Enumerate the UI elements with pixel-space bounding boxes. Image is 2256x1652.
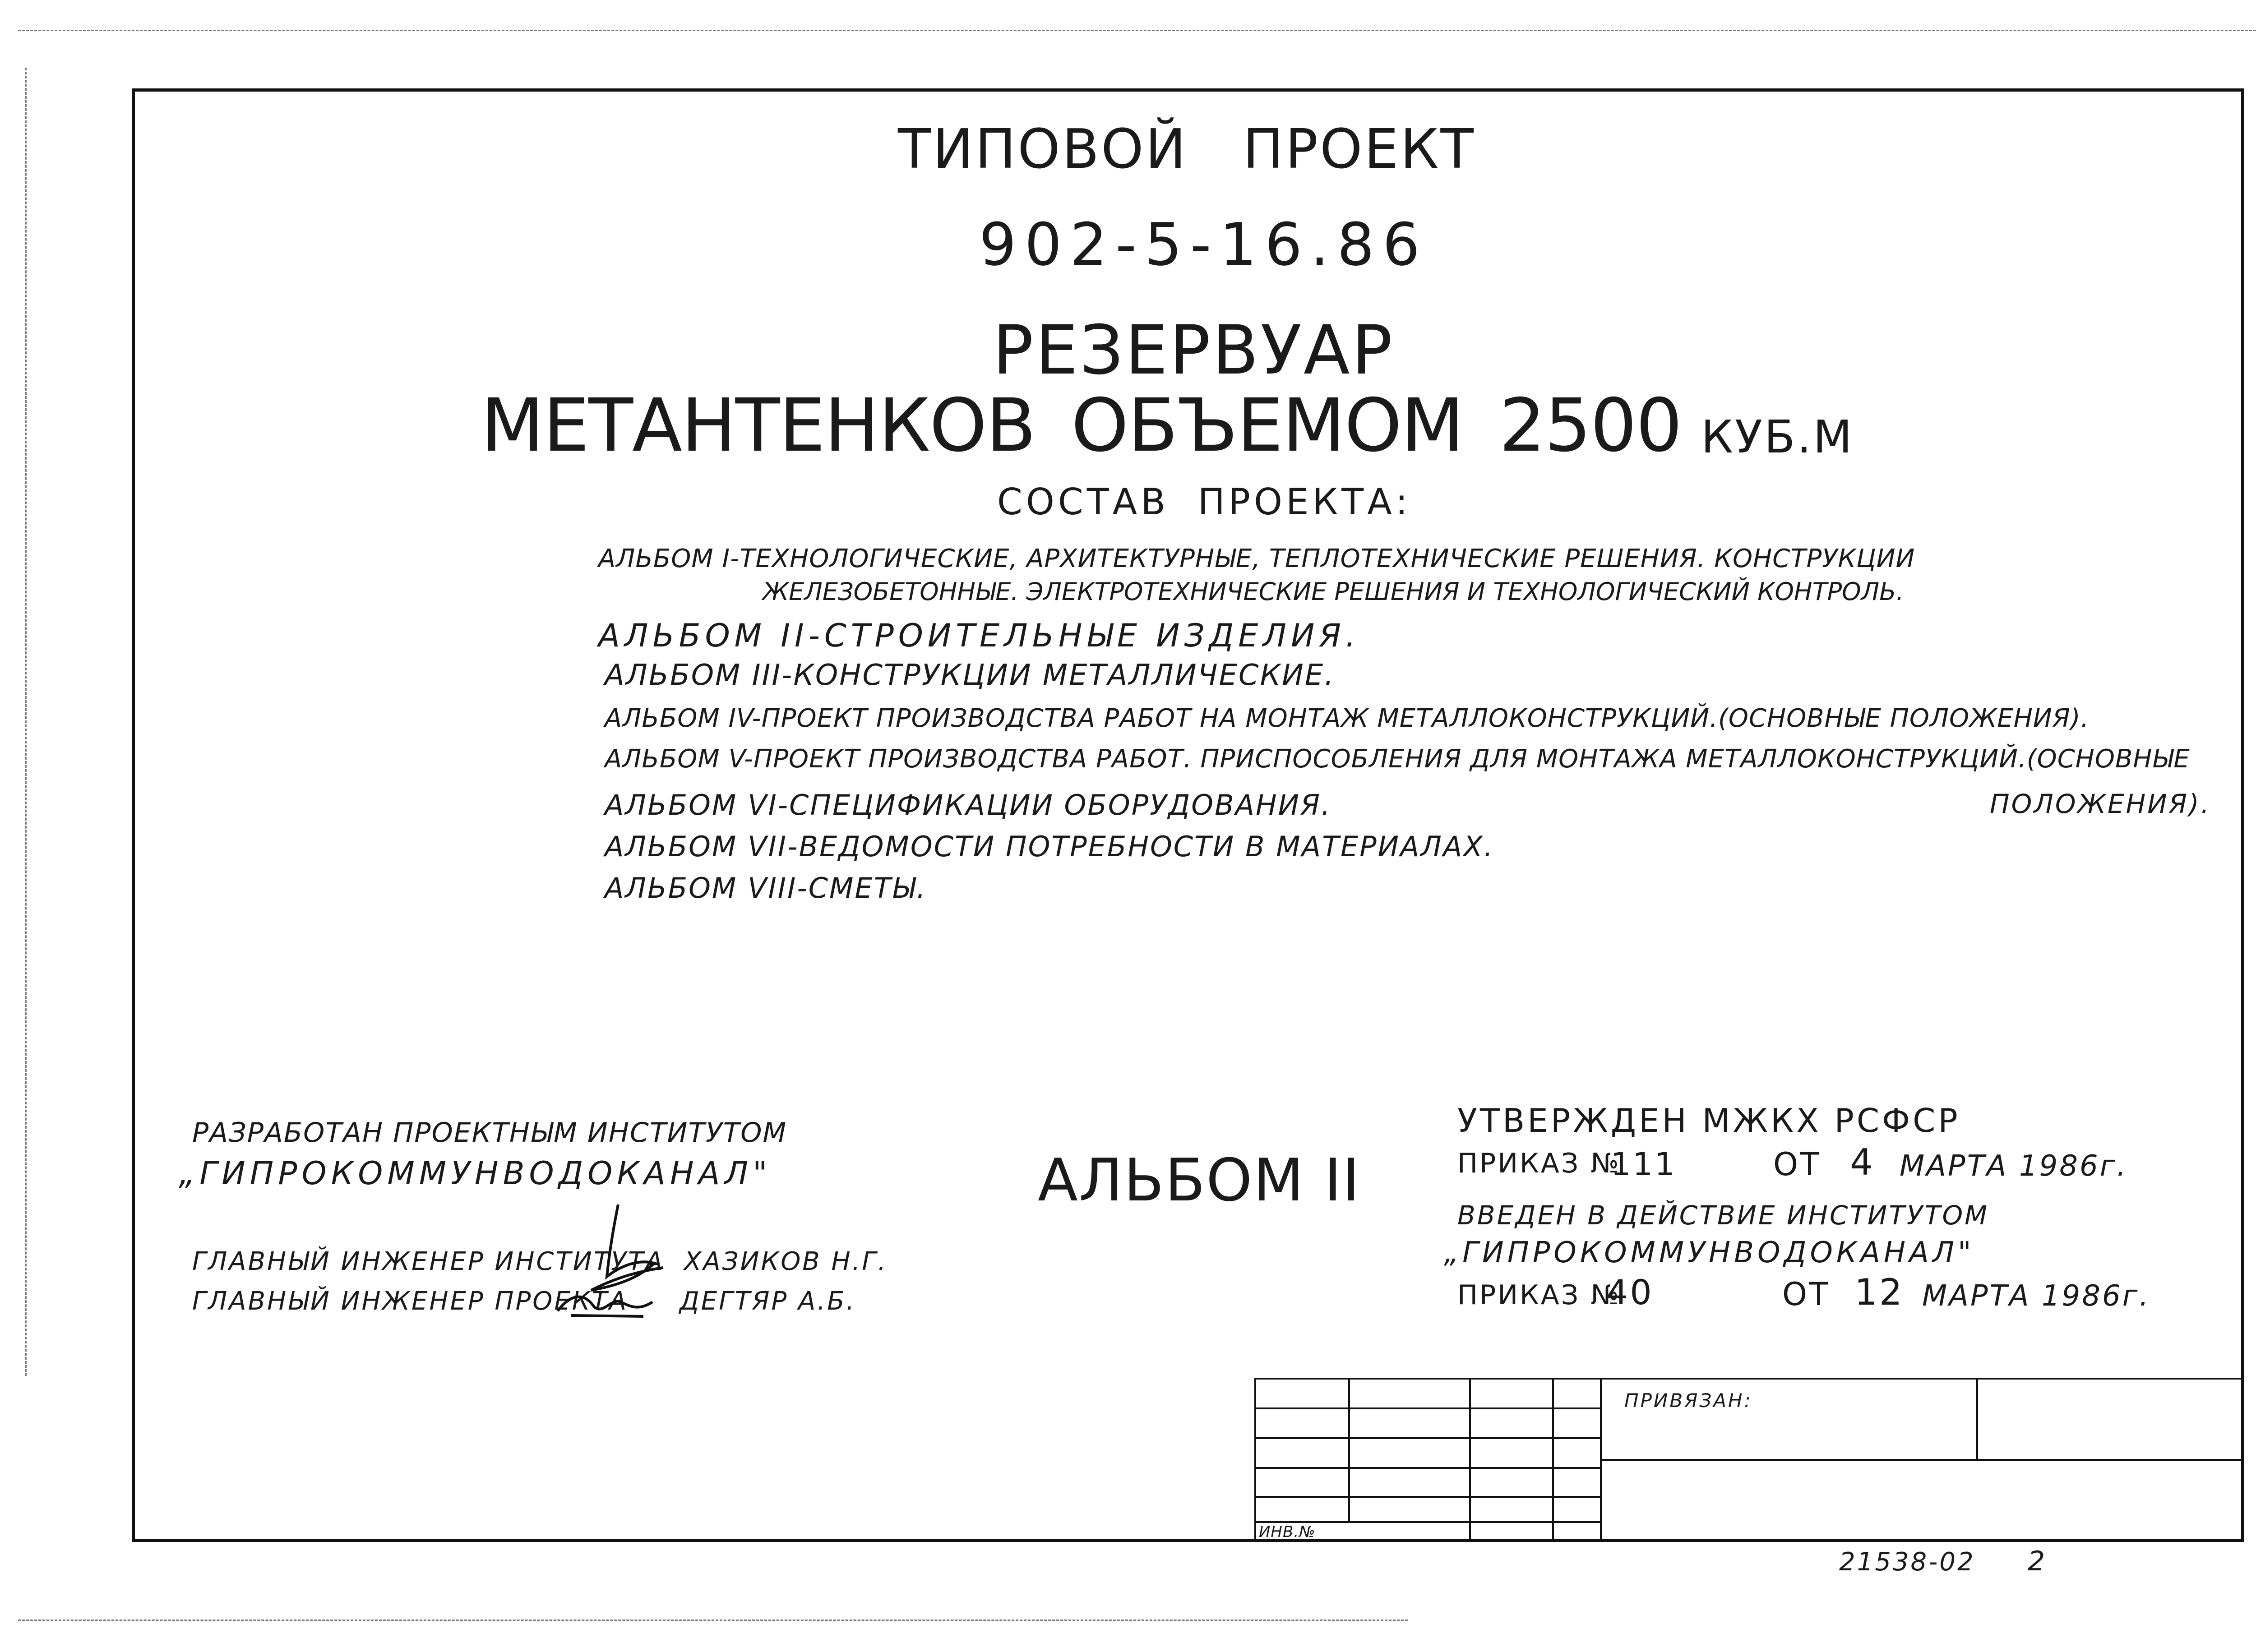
scan-edge-left <box>25 68 27 1376</box>
order1-number: 111 <box>1611 1146 1677 1183</box>
inventory-number-label: ИНВ.№ <box>1259 1523 1316 1541</box>
developer-line-1: РАЗРАБОТАН ПРОЕКТНЫМ ИНСТИТУТОМ <box>192 1117 787 1149</box>
composition-item-5b: ПОЛОЖЕНИЯ). <box>1990 789 2211 819</box>
composition-item-1b: ЖЕЛЕЗОБЕТОННЫЕ. ЭЛЕКТРОТЕХНИЧЕСКИЕ РЕШЕНИЯ И ТЕХНОЛОГИЧЕСКИЙ КОНТРОЛЬ. <box>763 577 1904 606</box>
order2-month-year: МАРТА 1986г. <box>1922 1279 2150 1313</box>
developer-institute: „ГИПРОКОММУНВОДОКАНАЛ" <box>179 1155 772 1192</box>
order2-number: 40 <box>1606 1272 1654 1312</box>
composition-item-5a: АЛЬБОМ V-ПРОЕКТ ПРОИЗВОДСТВА РАБОТ. ПРИСПОСОБЛЕНИЯ ДЛЯ МОНТАЖА МЕТАЛЛОКОНСТРУКЦИЙ.(ОСНОВНЫЕ <box>605 744 2190 774</box>
composition-item-6: АЛЬБОМ VI-СПЕЦИФИКАЦИИ ОБОРУДОВАНИЯ. <box>605 789 1331 821</box>
order2-date-prefix: ОТ <box>1782 1276 1830 1313</box>
title-unit: КУБ.М <box>1701 411 1854 463</box>
project-code: 902-5-16.86 <box>979 210 1428 279</box>
chief-institute-name: ХАЗИКОВ Н.Г. <box>684 1247 888 1276</box>
order1-date-prefix: ОТ <box>1773 1146 1821 1183</box>
grid-row-3 <box>1254 1467 1600 1469</box>
approval-line-1: УТВЕРЖДЕН МЖКХ РСФСР <box>1457 1102 1960 1140</box>
composition-item-3: АЛЬБОМ III-КОНСТРУКЦИИ МЕТАЛЛИЧЕСКИЕ. <box>605 659 1335 692</box>
title-line-2: МЕТАНТЕНКОВ ОБЪЕМОМ 2500 <box>481 383 1682 468</box>
grid-col-3 <box>1552 1378 1554 1542</box>
sheet-number: 2 <box>2028 1546 2047 1577</box>
album-label: АЛЬБОМ II <box>1038 1146 1361 1214</box>
grid-row-4 <box>1254 1496 1600 1498</box>
composition-item-8: АЛЬБОМ VIII-СМЕТЫ. <box>605 872 927 904</box>
title-block <box>1254 1378 2244 1542</box>
title-block-top-border <box>1254 1378 2244 1380</box>
title-block-left-border <box>1254 1378 1256 1542</box>
composition-item-7: АЛЬБОМ VII-ВЕДОМОСТИ ПОТРЕБНОСТИ В МАТЕРИАЛАХ. <box>605 830 1494 863</box>
chief-project-name: ДЕГТЯР А.Б. <box>680 1287 856 1316</box>
composition-heading: СОСТАВ ПРОЕКТА: <box>997 481 1411 523</box>
privyazan-divider <box>1976 1378 1978 1459</box>
document-code: 21538-02 <box>1839 1547 1975 1577</box>
title-line-1: РЕЗЕРВУАР <box>993 311 1395 390</box>
approval-line-3: ВВЕДЕН В ДЕЙСТВИЕ ИНСТИТУТОМ <box>1457 1200 1989 1231</box>
composition-item-2: АЛЬБОМ II-СТРОИТЕЛЬНЫЕ ИЗДЕЛИЯ. <box>598 617 1360 654</box>
grid-row-2 <box>1254 1437 1600 1439</box>
order1-label: ПРИКАЗ № <box>1457 1148 1621 1179</box>
grid-row-1 <box>1254 1407 1600 1409</box>
privyazan-bottom <box>1600 1459 2244 1461</box>
signature-chief-project <box>553 1284 657 1324</box>
composition-item-4: АЛЬБОМ IV-ПРОЕКТ ПРОИЗВОДСТВА РАБОТ НА МОНТАЖ МЕТАЛЛОКОНСТРУКЦИЙ.(ОСНОВНЫЕ ПОЛОЖЕНИЯ). <box>605 704 2090 733</box>
order1-day: 4 <box>1850 1141 1875 1183</box>
grid-col-2 <box>1469 1378 1471 1542</box>
scan-edge-bottom <box>18 1620 1408 1621</box>
grid-col-1 <box>1348 1378 1350 1521</box>
composition-item-1a: АЛЬБОМ I-ТЕХНОЛОГИЧЕСКИЕ, АРХИТЕКТУРНЫЕ, ТЕПЛОТЕХНИЧЕСКИЕ РЕШЕНИЯ. КОНСТРУКЦИИ <box>598 544 1915 573</box>
project-type: ТИПОВОЙ ПРОЕКТ <box>898 118 1475 181</box>
order1-month-year: МАРТА 1986г. <box>1900 1149 2128 1183</box>
approval-institute: „ГИПРОКОММУНВОДОКАНАЛ" <box>1444 1236 1975 1269</box>
chief-institute-label: ГЛАВНЫЙ ИНЖЕНЕР ИНСТИТУТА <box>192 1247 665 1276</box>
chief-project-label: ГЛАВНЫЙ ИНЖЕНЕР ПРОЕКТА <box>192 1287 629 1316</box>
order2-day: 12 <box>1854 1271 1904 1313</box>
order2-label: ПРИКАЗ № <box>1457 1279 1621 1311</box>
privyazan-label: ПРИВЯЗАН: <box>1624 1389 1752 1412</box>
scan-edge-top <box>18 30 2256 31</box>
